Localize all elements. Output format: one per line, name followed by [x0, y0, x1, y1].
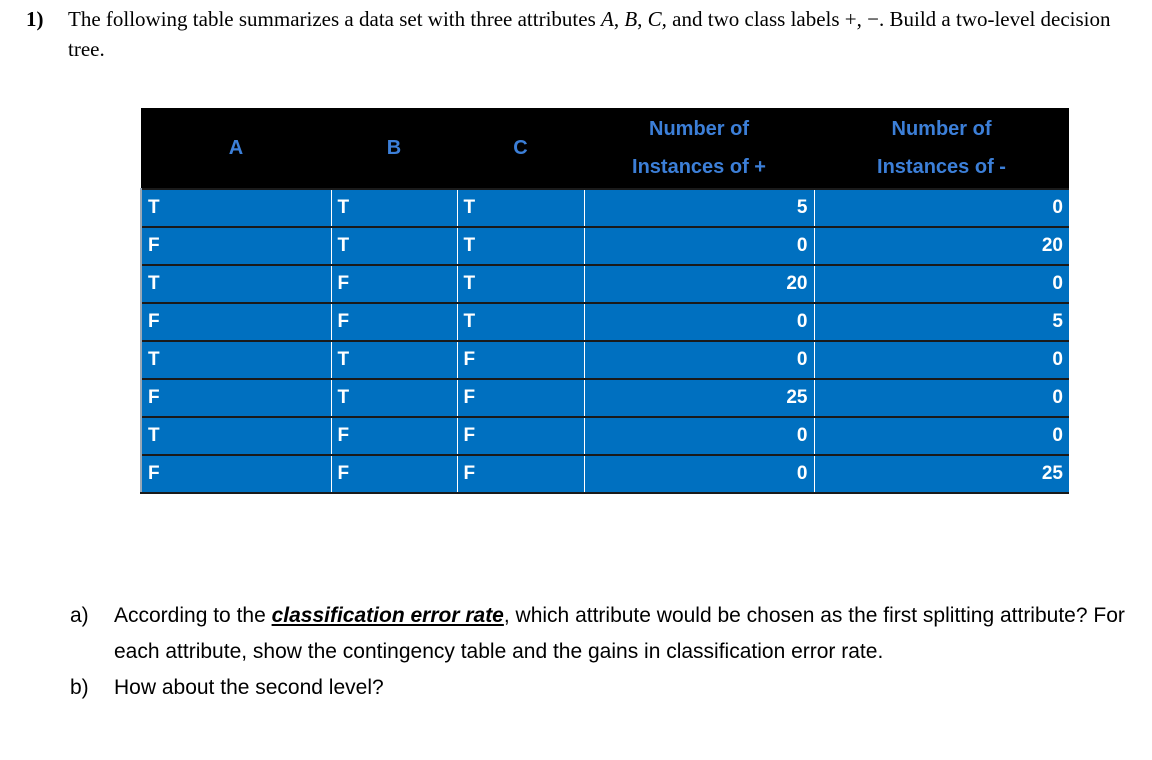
cell-positive: 0: [584, 227, 814, 265]
cell-c: F: [457, 379, 584, 417]
cell-a: F: [141, 303, 331, 341]
cell-b: T: [331, 227, 457, 265]
cell-positive: 0: [584, 341, 814, 379]
header-positive-count: Number of Instances of +: [584, 108, 814, 189]
cell-b: F: [331, 417, 457, 455]
part-b-label: b): [70, 676, 89, 699]
cell-a: T: [141, 341, 331, 379]
cell-b: T: [331, 379, 457, 417]
cell-a: T: [141, 189, 331, 227]
cell-c: F: [457, 455, 584, 493]
cell-negative: 0: [814, 379, 1069, 417]
question-number: 1): [26, 7, 44, 31]
cell-positive: 5: [584, 189, 814, 227]
table-row: [141, 265, 1069, 303]
part-a: a) According to the classification error rate, which attribute would be chosen as the first splitting attribute? For each attribute, show the contingency table and the gains in classification error rate.: [70, 598, 1130, 670]
data-table-container: [140, 108, 1068, 506]
table-row: [141, 227, 1069, 265]
attribute-a-ref: A: [601, 7, 614, 31]
cell-positive: 25: [584, 379, 814, 417]
classification-error-rate-emphasis: classification error rate: [271, 604, 504, 627]
cell-negative: 0: [814, 189, 1069, 227]
attribute-c-ref: C,: [647, 7, 667, 31]
cell-negative: 25: [814, 455, 1069, 493]
cell-positive: 20: [584, 265, 814, 303]
cell-negative: 0: [814, 341, 1069, 379]
cell-c: T: [457, 265, 584, 303]
cell-positive: 0: [584, 417, 814, 455]
table-row: [141, 379, 1069, 417]
table-row: [141, 455, 1069, 493]
table-row: [141, 189, 1069, 227]
table-row: [141, 341, 1069, 379]
header-c: C: [457, 108, 584, 189]
question-text: The following table summarizes a data set with three attributes A, B, C, and two class labels +, −. Build a two-level decision tree.: [68, 7, 1111, 61]
cell-a: T: [141, 265, 331, 303]
sub-questions: [70, 598, 1130, 706]
cell-positive: 0: [584, 303, 814, 341]
header-b: B: [331, 108, 457, 189]
cell-a: T: [141, 417, 331, 455]
cell-b: T: [331, 341, 457, 379]
question-1: [26, 4, 1136, 64]
cell-b: F: [331, 303, 457, 341]
part-b-text: How about the second level?: [114, 676, 384, 699]
attribute-b-ref: B: [624, 7, 638, 31]
data-table: [140, 108, 1069, 494]
cell-c: F: [457, 417, 584, 455]
cell-c: T: [457, 303, 584, 341]
cell-negative: 5: [814, 303, 1069, 341]
cell-b: F: [331, 265, 457, 303]
header-a: A: [141, 108, 331, 189]
cell-negative: 20: [814, 227, 1069, 265]
cell-negative: 0: [814, 265, 1069, 303]
part-b: [70, 670, 1130, 706]
part-a-label: a): [70, 604, 89, 627]
cell-c: T: [457, 227, 584, 265]
table-row: [141, 303, 1069, 341]
cell-a: F: [141, 455, 331, 493]
cell-positive: 0: [584, 455, 814, 493]
cell-b: F: [331, 455, 457, 493]
table-header-row: [141, 108, 1069, 189]
cell-c: T: [457, 189, 584, 227]
cell-a: F: [141, 379, 331, 417]
cell-c: F: [457, 341, 584, 379]
cell-a: F: [141, 227, 331, 265]
cell-b: T: [331, 189, 457, 227]
cell-negative: 0: [814, 417, 1069, 455]
table-row: [141, 417, 1069, 455]
header-negative-count: Number of Instances of -: [814, 108, 1069, 189]
